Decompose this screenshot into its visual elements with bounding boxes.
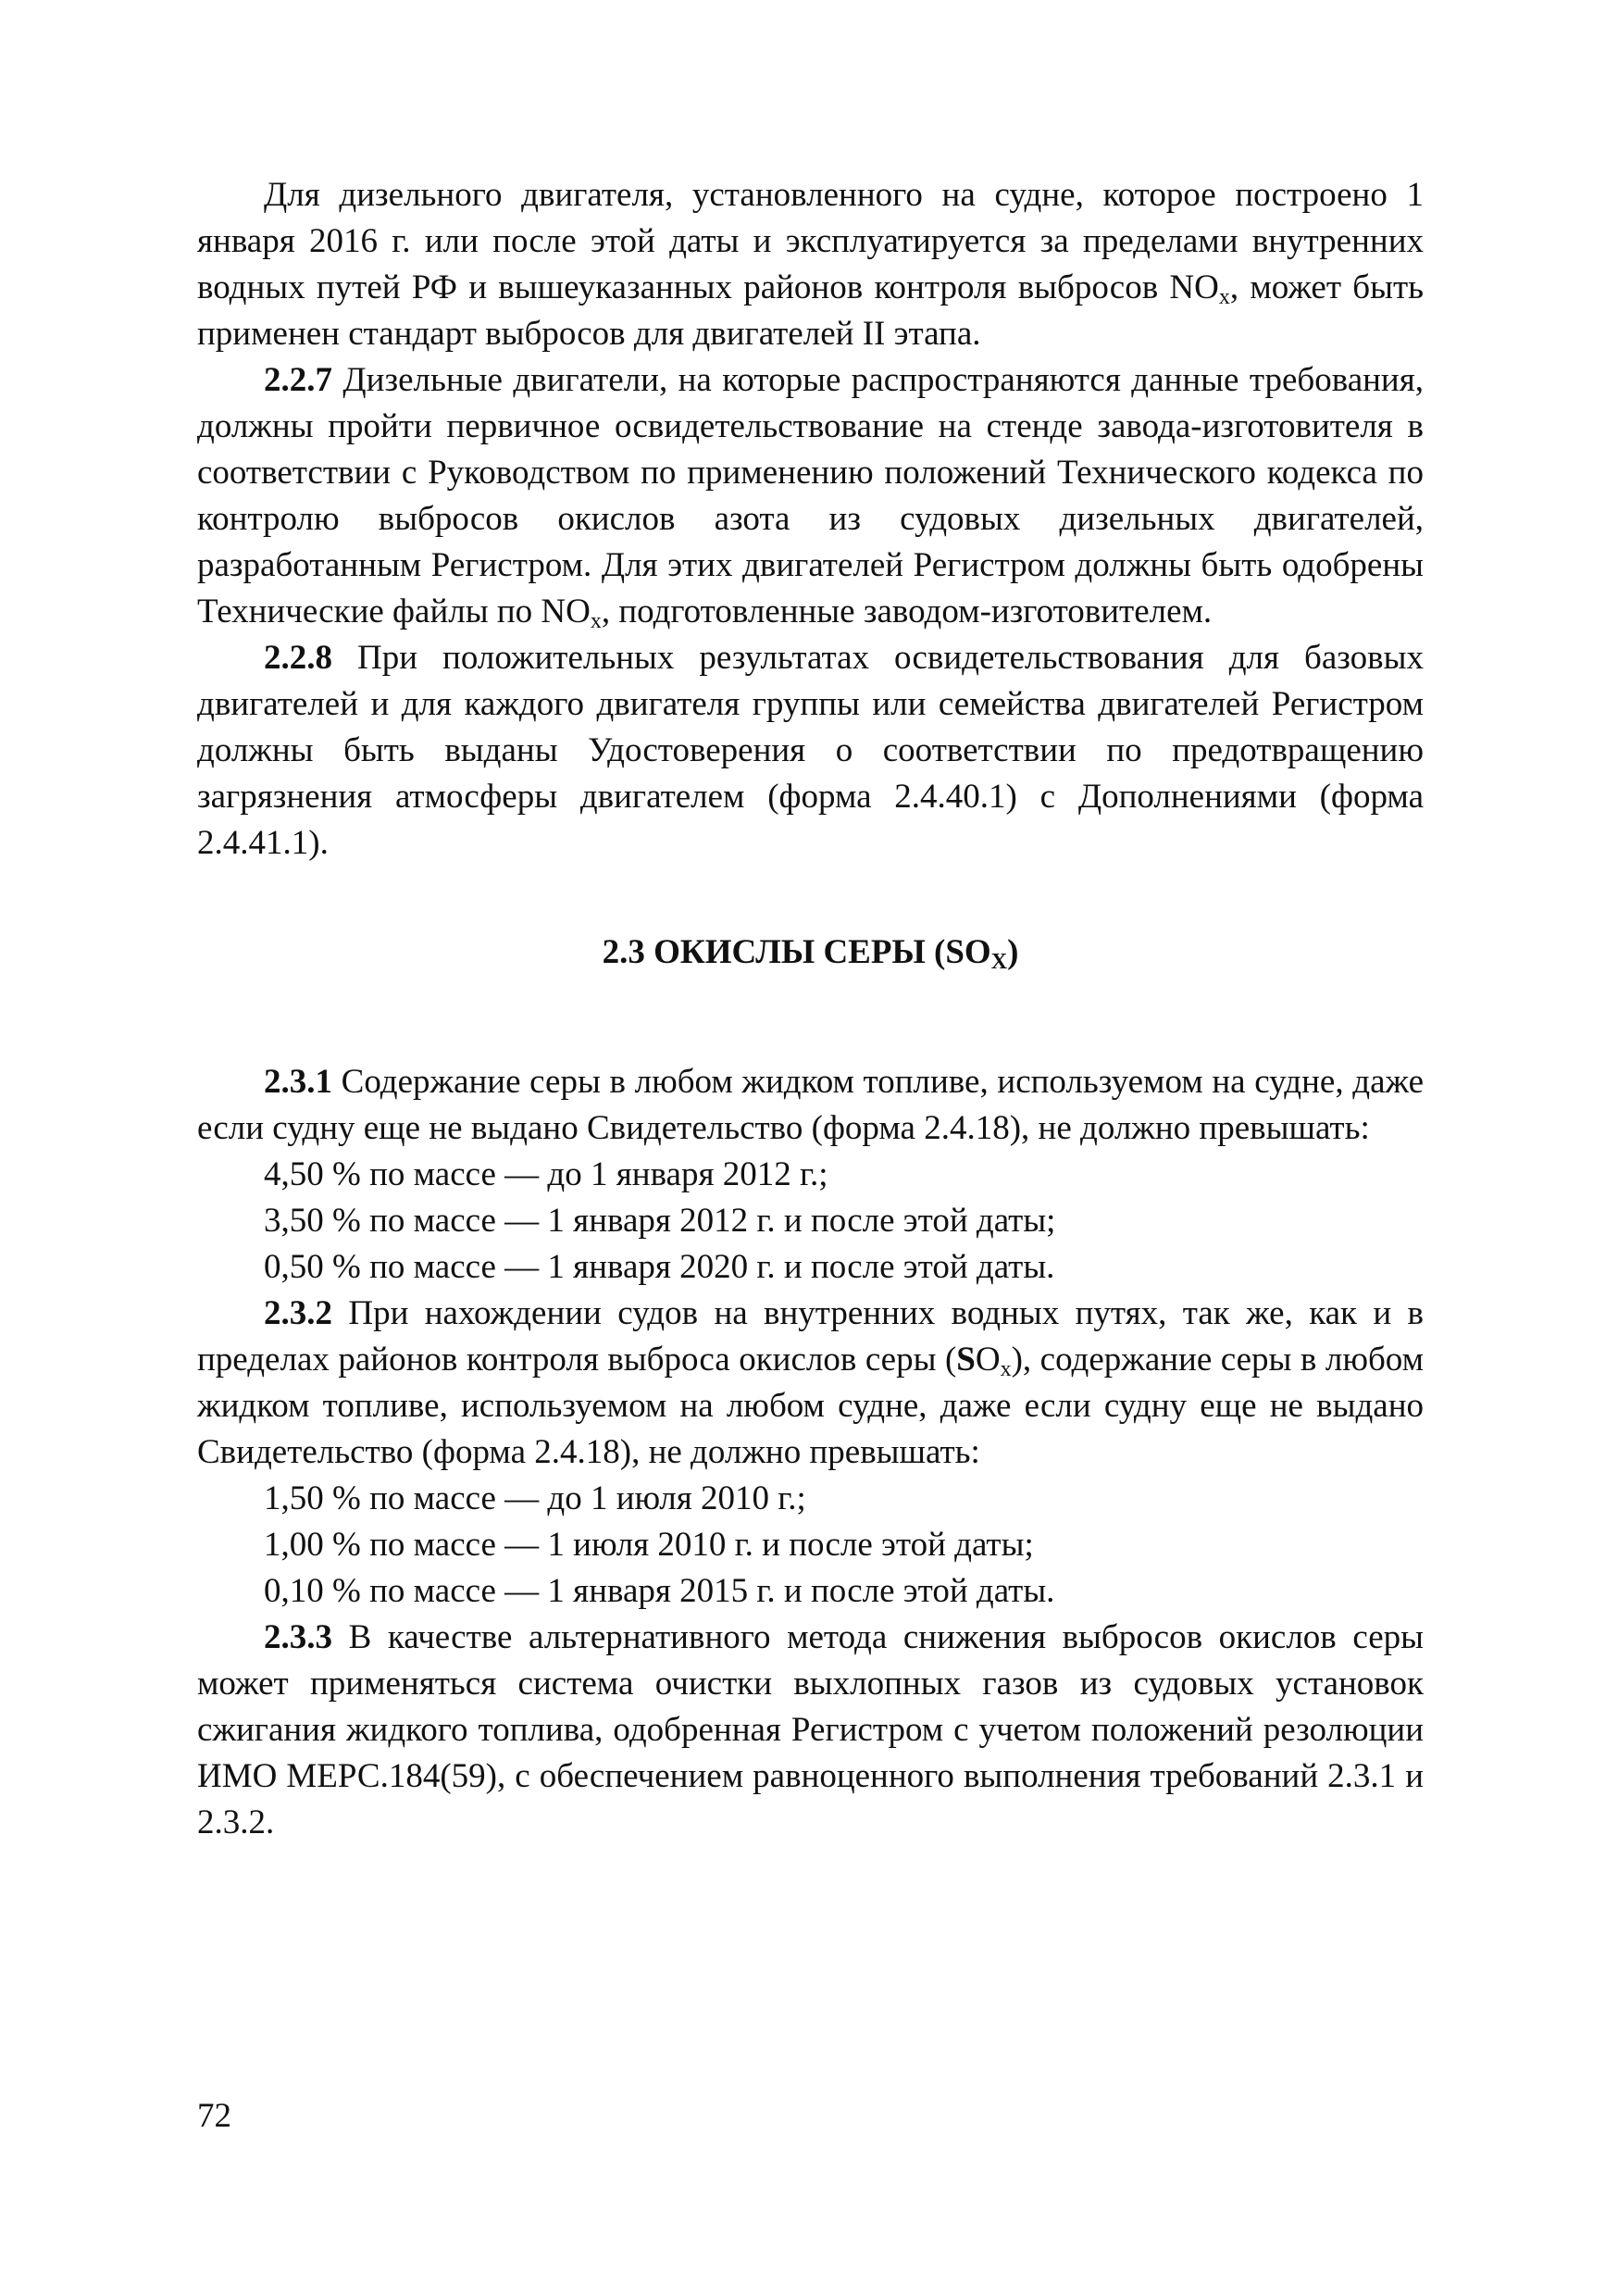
sulfur-limits-list-1: [197, 1152, 1424, 1291]
paragraph-2-3-1: 2.3.1 Содержание серы в любом жидком топливе, используемом на судне, даже если судну еще не выдано Свидетельство (форма 2.4.18), не должно превышать:: [197, 1063, 1424, 1147]
clause-number: 2.3.1: [264, 1063, 332, 1101]
paragraph-2-2-8: 2.2.8 При положительных результатах освидетельствования для базовых двигателей и для каждого двигателя группы или семейства двигателей Регистром должны быть выданы Удостоверения о соответствии по предотвращению загрязнения атмосферы двигателем (форма 2.4.40.1) с Дополнениями (форма 2.4.41.1).: [197, 639, 1424, 862]
paragraph-2-3-3: 2.3.3 В качестве альтернативного метода снижения выбросов окислов серы может применяться система очистки выхлопных газов из судовых установок сжигания жидкого топлива, одобренная Регистром с учетом положений резолюции ИМО МЕРС.184(59), с обеспечением равноценного выполнения требований 2.3.1 и 2.3.2.: [197, 1618, 1424, 1841]
list-item: 1,50 % по массе — до 1 июля 2010 г.;: [264, 1479, 806, 1517]
paragraph-2-3-2: 2.3.2 При нахождении судов на внутренних водных путях, так же, как и в пределах районов контроля выброса окислов серы $(SO_x)$, содержание серы в любом жидком топливе, используемом на любом судне, даже если судну еще не выдано Свидетельство (форма 2.4.18), не должно превышать:: [197, 1294, 1424, 1471]
list-item: 3,50 % по массе — 1 января 2012 г. и после этой даты;: [264, 1202, 1056, 1240]
section-heading-sulfur-oxides: 2.3 ОКИСЛЫ СЕРЫ $(SO_X)$: [602, 933, 1019, 974]
clause-number: 2.3.2: [264, 1294, 332, 1332]
clause-number: 2.2.7: [264, 361, 332, 399]
list-item: 4,50 % по массе — до 1 января 2012 г.;: [264, 1155, 828, 1193]
clause-number: 2.2.8: [264, 639, 332, 677]
paragraph-2-2-7: 2.2.7 Дизельные двигатели, на которые распространяются данные требования, должны пройти первичное освидетельствование на стенде завода-изготовителя в соответствии с Руководством по применению положений Технического кодекса по контролю выбросов окислов азота из судовых дизельных двигателей, разработанным Регистром. Для этих двигателей Регистром должны быть одобрены Технические файлы по $NO_x$, подготовленные заводом-изготовителем.: [197, 361, 1424, 633]
paragraph-diesel-stage-ii: Для дизельного двигателя, установленного на судне, которое построено 1 января 2016 г. или после этой даты и эксплуатируется за пределами внутренних водных путей РФ и вышеуказанных районов контроля выбросов $NO_x$, может быть применен стандарт выбросов для двигателей II этапа.: [197, 176, 1424, 353]
list-item: 0,10 % по массе — 1 января 2015 г. и после этой даты.: [264, 1572, 1055, 1610]
sulfur-limits-list-2: [197, 1476, 1424, 1615]
list-item: 1,00 % по массе — 1 июля 2010 г. и после этой даты;: [264, 1526, 1034, 1564]
page-number: 72: [197, 2097, 231, 2135]
list-item: 0,50 % по массе — 1 января 2020 г. и после этой даты.: [264, 1248, 1055, 1286]
page-body: [197, 172, 1424, 1846]
clause-number: 2.3.3: [264, 1618, 332, 1656]
